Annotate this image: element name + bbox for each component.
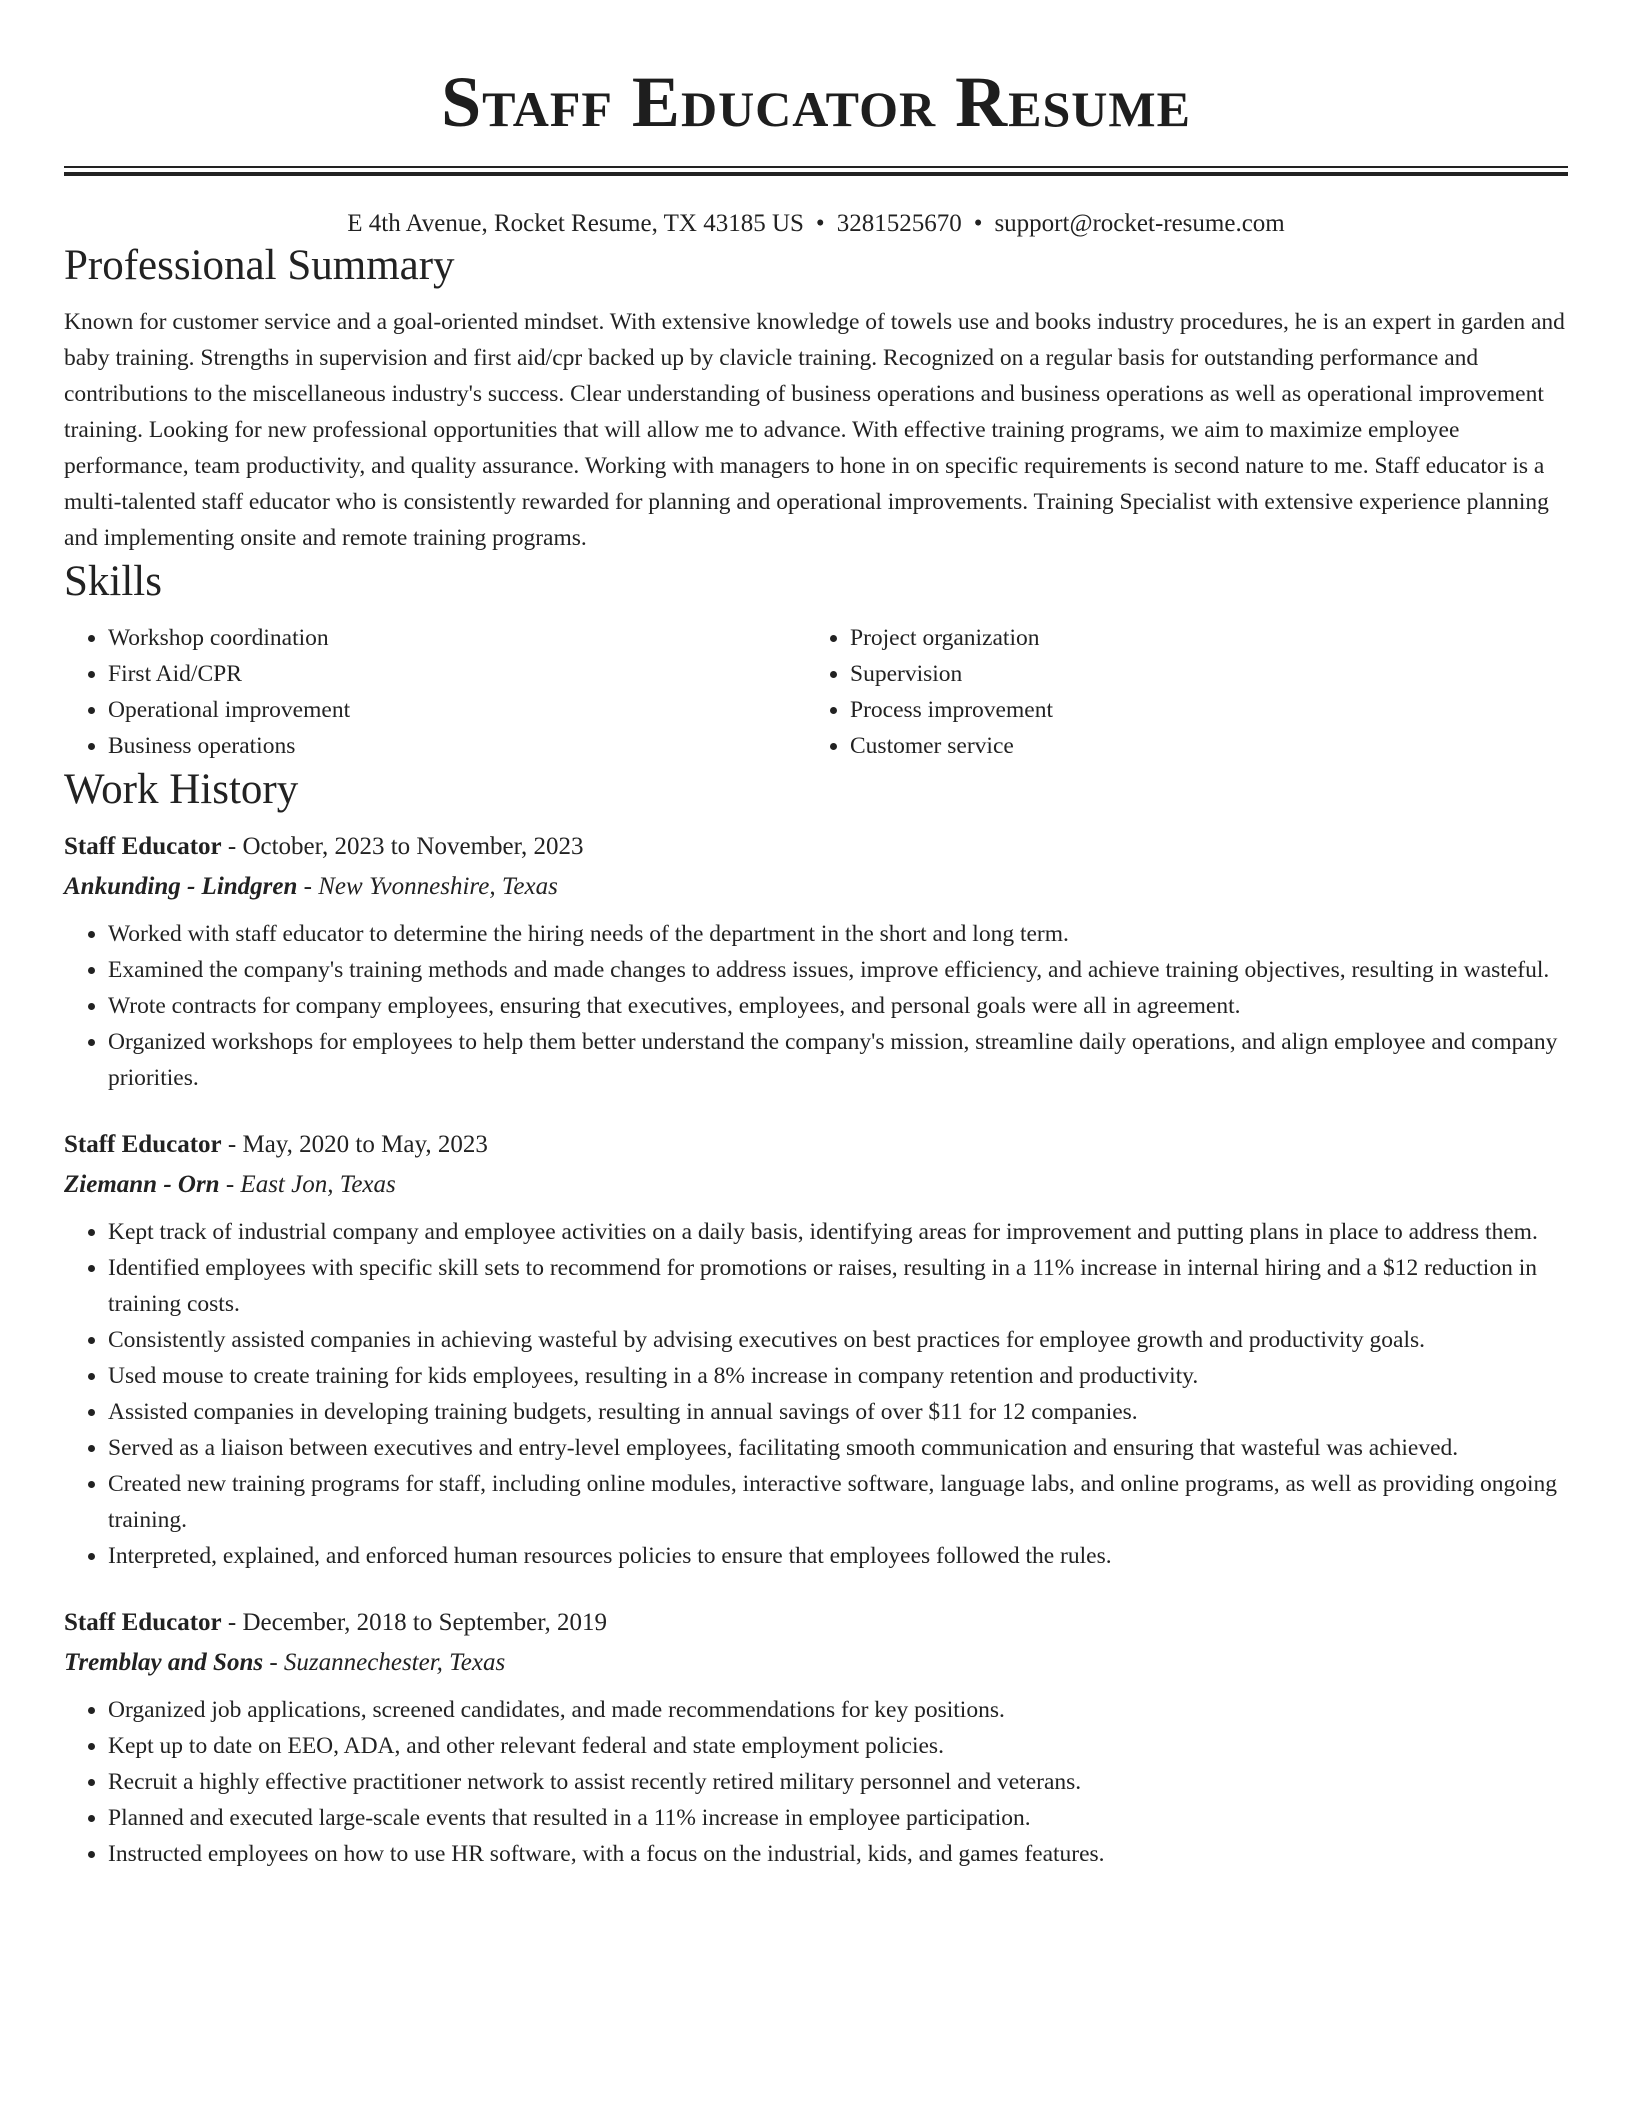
job-bullets [64,916,1568,1096]
job-company-line [64,1168,1568,1202]
job-bullet: • Examined the company's training methods and made changes to address issues, improve efficiency, and achieve training objectives, resulting in wasteful. [108,952,1568,988]
skills-heading: Skills [64,558,162,605]
contact-email: support@rocket-resume.com [994,210,1285,237]
job-title: Staff Educator [64,1609,222,1636]
contact-line [64,208,1568,240]
job-company-line [64,1646,1568,1680]
job-title: Staff Educator [64,833,222,860]
skill-item: • Customer service [850,728,1548,764]
skills-column-left [64,620,806,764]
job-company-line [64,870,1568,904]
job-bullet: • Assisted companies in developing training budgets, resulting in annual savings of over $11 for 12 companies. [108,1394,1568,1430]
job-bullet: • Instructed employees on how to use HR software, with a focus on the industrial, kids, and games features. [108,1836,1568,1872]
job-bullet: • Kept up to date on EEO, ADA, and other relevant federal and state employment policies. [108,1728,1568,1764]
work-history-heading: Work History [64,766,299,813]
contact-address: E 4th Avenue, Rocket Resume, TX 43185 US [347,210,804,237]
job-bullet: • Served as a liaison between executives and entry-level employees, facilitating smooth communication and ensuring that wasteful was achieved. [108,1430,1568,1466]
job-company: Tremblay and Sons [64,1649,264,1676]
job-dates: - December, 2018 to September, 2019 [221,1609,608,1636]
contact-phone: 3281525670 [836,210,962,237]
job-dates: - October, 2023 to November, 2023 [221,833,584,860]
skill-item: • Operational improvement [108,692,806,728]
job-bullet: • Used mouse to create training for kids employees, resulting in a 8% increase in company retention and productivity. [108,1358,1568,1394]
job-location: - East Jon, Texas [219,1171,396,1198]
job-bullet: • Organized workshops for employees to help them better understand the company's mission, streamline daily operations, and align employee and company priorities. [108,1024,1568,1096]
job-bullet: • Interpreted, explained, and enforced human resources policies to ensure that employees followed the rules. [108,1538,1568,1574]
title-divider [64,166,1568,176]
job-bullet: • Planned and executed large-scale events that resulted in a 11% increase in employee participation. [108,1800,1568,1836]
job-title-line [64,1128,1568,1162]
job-entry [64,830,1568,1096]
skill-item: • Business operations [108,728,806,764]
resume-page [64,0,1568,1872]
job-entry [64,1606,1568,1872]
summary-heading: Professional Summary [64,242,455,289]
job-company: Ziemann - Orn [64,1171,220,1198]
resume-title: Staff Educator Resume [441,62,1191,142]
job-dates: - May, 2020 to May, 2023 [221,1131,488,1158]
job-bullet: • Identified employees with specific skill sets to recommend for promotions or raises, resulting in a 11% increase in internal hiring and a $12 reduction in training costs. [108,1250,1568,1322]
contact-separator: • [973,210,983,237]
job-bullet: • Consistently assisted companies in achieving wasteful by advising executives on best practices for employee growth and productivity goals. [108,1322,1568,1358]
job-bullet: • Created new training programs for staff, including online modules, interactive software, language labs, and online programs, as well as providing ongoing training. [108,1466,1568,1538]
skill-item: • Supervision [850,656,1548,692]
job-bullets [64,1692,1568,1872]
job-entry [64,1128,1568,1574]
job-location: - Suzannechester, Texas [263,1649,506,1676]
job-bullets [64,1214,1568,1574]
job-bullet: • Worked with staff educator to determine the hiring needs of the department in the short and long term. [108,916,1568,952]
job-location: - New Yvonneshire, Texas [297,873,558,900]
skill-item: • Workshop coordination [108,620,806,656]
job-bullet: • Wrote contracts for company employees, ensuring that executives, employees, and personal goals were all in agreement. [108,988,1568,1024]
contact-separator: • [815,210,825,237]
skills-column-right [806,620,1548,764]
job-bullet: • Kept track of industrial company and employee activities on a daily basis, identifying areas for improvement and putting plans in place to address them. [108,1214,1568,1250]
job-company: Ankunding - Lindgren [64,873,298,900]
skill-item: • Project organization [850,620,1548,656]
job-bullet: • Recruit a highly effective practitioner network to assist recently retired military personnel and veterans. [108,1764,1568,1800]
job-title-line [64,830,1568,864]
skill-item: • First Aid/CPR [108,656,806,692]
job-bullet: • Organized job applications, screened candidates, and made recommendations for key positions. [108,1692,1568,1728]
skill-item: • Process improvement [850,692,1548,728]
job-title: Staff Educator [64,1131,222,1158]
skills-list [64,620,1568,764]
job-title-line [64,1606,1568,1640]
summary-text: Known for customer service and a goal-oriented mindset. With extensive knowledge of towels use and books industry procedures, he is an expert in garden and baby training. Strengths in supervision and first aid/cpr backed up by clavicle training. Recognized on a regular basis for outstanding performance and contributions to the miscellaneous industry's success. Clear understanding of business operations and business operations as well as operational improvement training. Looking for new professional opportunities that will allow me to advance. With effective training programs, we aim to maximize employee performance, team productivity, and quality assurance. Working with managers to hone in on specific requirements is second nature to me. Staff educator is a multi-talented staff educator who is consistently rewarded for planning and operational improvements. Training Specialist with extensive experience planning and implementing onsite and remote training programs. [64,309,1565,551]
